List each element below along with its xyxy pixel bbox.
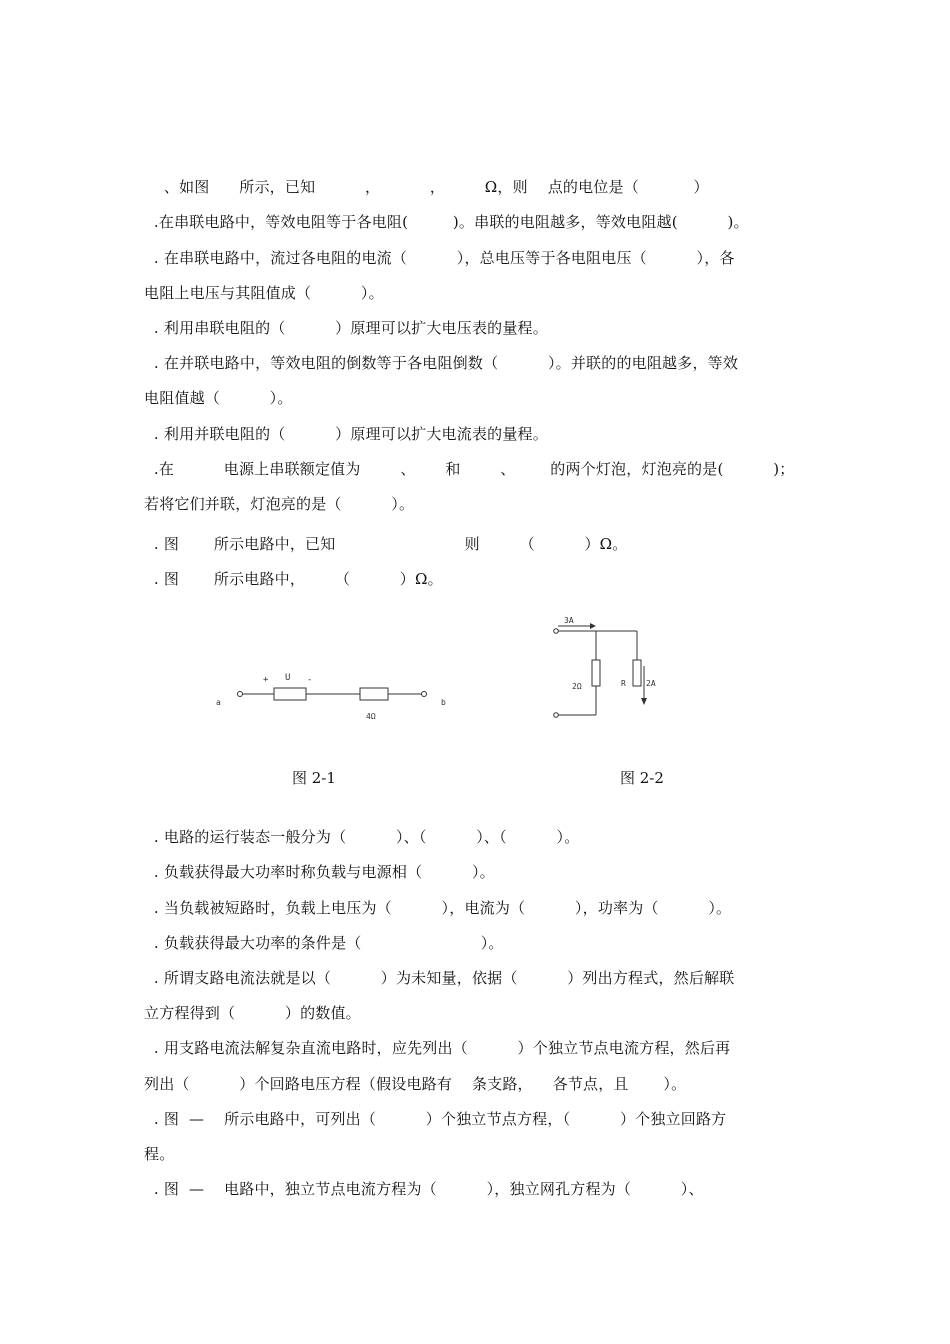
question-11: . 负载获得最大功率时称负载与电源相（ ）。 [144, 863, 495, 881]
question-7-cont: 若将它们并联，灯泡亮的是（ ）。 [144, 495, 415, 513]
label-minus: - [307, 675, 313, 685]
label-a: a [216, 698, 221, 707]
label-r: R [621, 679, 626, 688]
arrow-3a-head [590, 623, 596, 629]
question-12: . 当负载被短路时，负载上电压为（ ），电流为（ ），功率为（ ）。 [144, 899, 732, 917]
figure-2-1-caption: 图 2-1 [292, 769, 336, 787]
label-plus: + [263, 675, 269, 685]
question-2: .在串联电路中，等效电阻等于各电阻( )。串联的电阻越多，等效电阻越( )。 [144, 213, 749, 231]
label-b: b [441, 698, 446, 707]
label-u: U [285, 673, 291, 683]
terminal-a [238, 692, 243, 697]
question-7: .在 电源上串联额定值为 、 和 、 的两个灯泡，灯泡亮的是( )； [144, 460, 795, 478]
figure-2-1 [210, 665, 460, 725]
question-6: . 利用并联电阻的（ ）原理可以扩大电流表的量程。 [144, 425, 548, 443]
question-14: . 所谓支路电流法就是以（ ）为未知量，依据（ ）列出方程式，然后解联 [144, 969, 735, 987]
question-10: . 电路的运行装态一般分为（ ）、（ ）、（ ）。 [144, 828, 580, 846]
resistor-u [274, 688, 306, 700]
label-3a: 3A [564, 616, 574, 625]
question-16: . 图 — 所示电路中，可列出（ ）个独立节点方程，（ ）个独立回路方 [144, 1110, 727, 1128]
question-4: . 利用串联电阻的（ ）原理可以扩大电压表的量程。 [144, 319, 548, 337]
question-13: . 负载获得最大功率的条件是（ ）。 [144, 934, 504, 952]
question-1: 、如图 所示，已知 ， ， Ω，则 点的电位是（ ） [144, 178, 709, 196]
question-9: . 图 所示电路中， （ ）Ω。 [144, 570, 443, 588]
label-2ohm: 2Ω [572, 682, 582, 691]
terminal-bottom [554, 713, 559, 718]
question-17: . 图 — 电路中，独立节点电流方程为（ ），独立网孔方程为（ ）、 [144, 1180, 704, 1198]
label-2a: 2A [646, 679, 656, 688]
label-4ohm: 4Ω [366, 712, 376, 721]
question-15-cont: 列出（ ）个回路电压方程（假设电路有 条支路， 各节点，且 ）。 [144, 1075, 687, 1093]
question-3: . 在串联电路中，流过各电阻的电流（ ），总电压等于各电阻电压（ ），各 [144, 249, 735, 267]
resistor-2ohm [592, 660, 600, 686]
figure-2-2 [548, 610, 668, 725]
question-14-cont: 立方程得到（ ）的数值。 [144, 1004, 361, 1022]
arrow-2a-head [641, 698, 647, 705]
resistor-r [633, 660, 641, 686]
question-3-cont: 电阻上电压与其阻值成（ ）。 [144, 284, 384, 302]
question-5: . 在并联电路中，等效电阻的倒数等于各电阻倒数（ ）。并联的的电阻越多，等效 [144, 354, 739, 372]
question-5-cont: 电阻值越（ ）。 [144, 389, 293, 407]
question-8: . 图 所示电路中，已知 则 （ ）Ω。 [144, 535, 628, 553]
resistor-4ohm [360, 688, 388, 700]
terminal-b [422, 692, 427, 697]
question-15: . 用支路电流法解复杂直流电路时，应先列出（ ）个独立节点电流方程，然后再 [144, 1039, 731, 1057]
figure-2-2-caption: 图 2-2 [620, 769, 664, 787]
terminal-top [554, 629, 559, 634]
question-16-cont: 程。 [144, 1145, 175, 1163]
